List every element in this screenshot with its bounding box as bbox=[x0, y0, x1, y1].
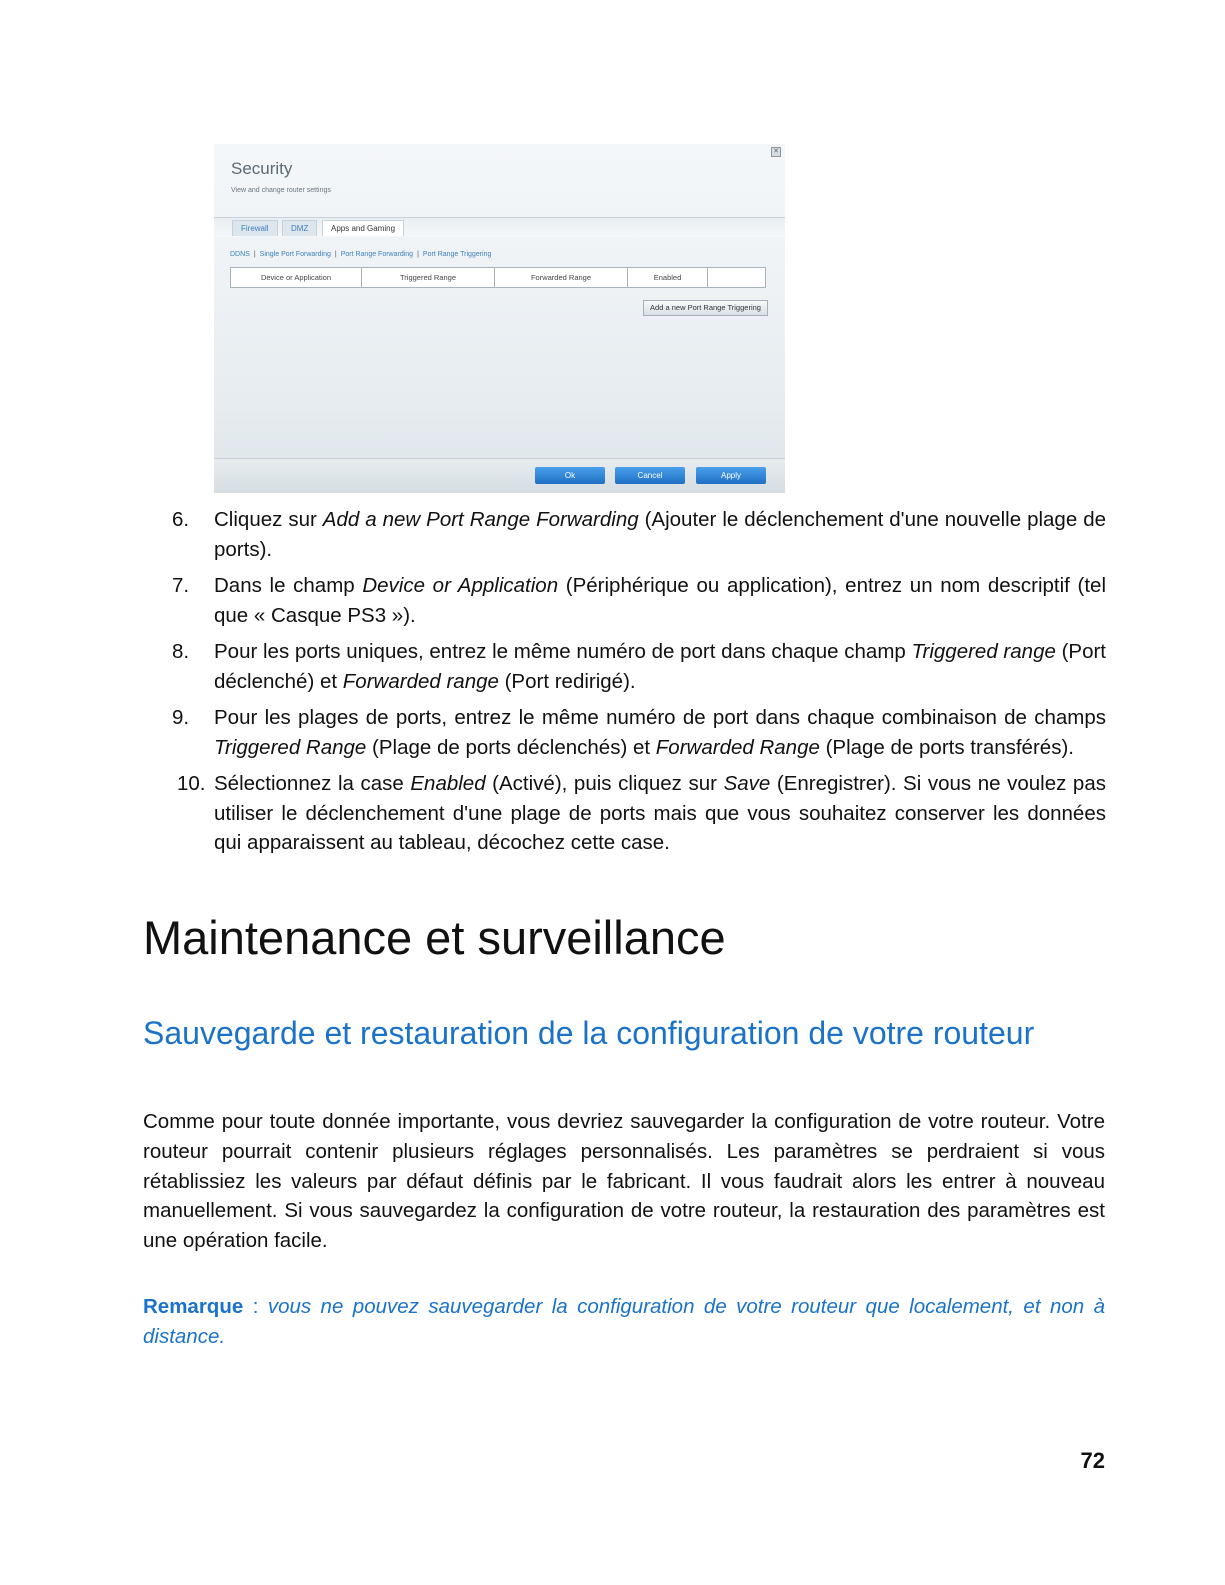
step-item bbox=[172, 637, 1106, 696]
column-header-forwarded-range: Forwarded Range bbox=[495, 268, 628, 288]
step-text: Pour les plages de ports, entrez le même numéro de port dans chaque combinaison de champs Triggered Range (Plage de ports déclenchés) et Forwarded Range (Plage de ports transférés). bbox=[214, 706, 1106, 759]
step-item bbox=[172, 571, 1106, 630]
step-number: 6. bbox=[172, 508, 190, 531]
port-range-table bbox=[230, 267, 766, 288]
step-number: 9. bbox=[172, 706, 190, 729]
step-item bbox=[172, 703, 1106, 762]
router-screenshot bbox=[214, 144, 785, 493]
column-header-actions bbox=[708, 268, 766, 288]
note-label: Remarque bbox=[143, 1295, 244, 1318]
note-paragraph bbox=[143, 1292, 1105, 1352]
column-header-triggered-range: Triggered Range bbox=[362, 268, 495, 288]
subnav-port-range-forwarding[interactable]: Port Range Forwarding bbox=[340, 251, 414, 258]
step-number: 8. bbox=[172, 640, 190, 663]
ok-button[interactable]: Ok bbox=[535, 467, 605, 484]
screenshot-subtitle: View and change router settings bbox=[231, 187, 331, 194]
apply-button[interactable]: Apply bbox=[696, 467, 766, 484]
note-text: vous ne pouvez sauvegarder la configuration de votre routeur que localement, et non à distance. bbox=[143, 1295, 1105, 1348]
step-text: Cliquez sur Add a new Port Range Forwarding (Ajouter le déclenchement d'une nouvelle plage de ports). bbox=[214, 508, 1106, 561]
step-number: 7. bbox=[172, 574, 190, 597]
step-text: Dans le champ Device or Application (Périphérique ou application), entrez un nom descriptif (tel que « Casque PS3 »). bbox=[214, 574, 1106, 627]
column-header-enabled: Enabled bbox=[628, 268, 708, 288]
subnav-port-range-triggering[interactable]: Port Range Triggering bbox=[422, 251, 492, 258]
page-number: 72 bbox=[1080, 1448, 1105, 1473]
close-icon[interactable]: ✕ bbox=[771, 147, 781, 157]
step-item bbox=[172, 505, 1106, 564]
note-separator: : bbox=[243, 1295, 268, 1318]
tab-dmz[interactable]: DMZ bbox=[282, 220, 317, 236]
step-text: Sélectionnez la case Enabled (Activé), puis cliquez sur Save (Enregistrer). Si vous ne voulez pas utiliser le déclenchement d'une plage de ports mais que vous souhaitez conserver les données qui apparaissent au tableau, décochez cette case. bbox=[214, 772, 1106, 854]
subsection-heading: Sauvegarde et restauration de la configuration de votre routeur bbox=[143, 1015, 1035, 1051]
sub-navigation bbox=[230, 251, 491, 258]
tab-firewall[interactable]: Firewall bbox=[232, 220, 278, 236]
step-number: 10. bbox=[177, 772, 206, 795]
tab-bar bbox=[214, 217, 785, 237]
cancel-button[interactable]: Cancel bbox=[615, 467, 685, 484]
instruction-steps bbox=[172, 505, 1106, 865]
section-heading: Maintenance et surveillance bbox=[143, 911, 726, 964]
subnav-single-port-forwarding[interactable]: Single Port Forwarding bbox=[259, 251, 331, 258]
column-header-device: Device or Application bbox=[231, 268, 362, 288]
screenshot-title: Security bbox=[231, 159, 293, 178]
step-item bbox=[172, 769, 1106, 858]
body-paragraph: Comme pour toute donnée importante, vous devriez sauvegarder la configuration de votre routeur. Votre routeur pourrait contenir plusieurs réglages personnalisés. Les paramètres se perdraient si vous rétablissiez les valeurs par défaut définis par le fabricant. Il vous faudrait alors les entrer à nouveau manuellement. Si vous sauvegardez la configuration de votre routeur, la restauration des paramètres est une opération facile. bbox=[143, 1110, 1105, 1253]
subnav-separator: | bbox=[253, 251, 256, 258]
subnav-separator: | bbox=[334, 251, 337, 258]
tab-apps-and-gaming[interactable]: Apps and Gaming bbox=[322, 220, 404, 236]
subnav-separator: | bbox=[417, 251, 419, 258]
step-text: Pour les ports uniques, entrez le même numéro de port dans chaque champ Triggered range (Port déclenché) et Forwarded range (Port redirigé). bbox=[214, 640, 1107, 693]
add-port-range-triggering-button[interactable]: Add a new Port Range Triggering bbox=[643, 300, 768, 316]
subnav-ddns[interactable]: DDNS bbox=[230, 251, 250, 258]
